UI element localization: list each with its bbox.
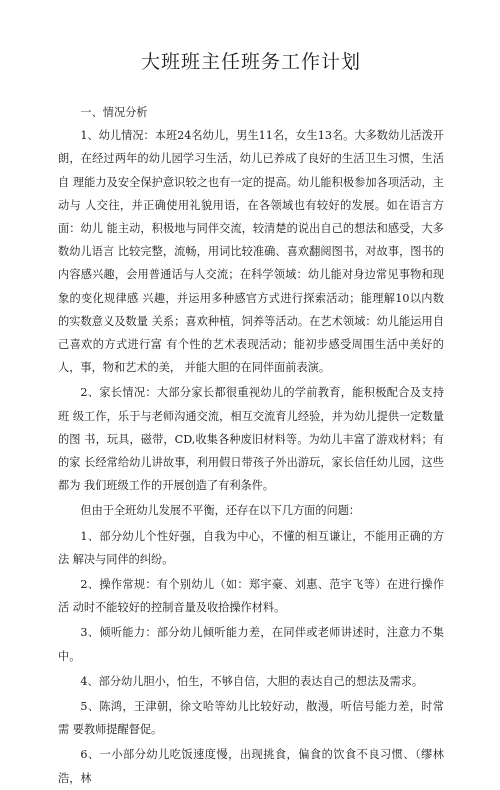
paragraph-parents-situation: 2、家长情况：大部分家长都很重视幼儿的学前教育，能积极配合及支持班 级工作，乐于与老师沟通交流，相互交流育儿经验，并为幼儿提供一定数量的图 书，玩具，磁带，CD,收集各种废旧材料等。为幼儿丰富了游戏材料；有的家 长经常给幼儿讲故事，利用假日带孩子外出游玩，家长信任幼儿园，这些都为 我们班级工作的开展创造了有利条件。 xyxy=(58,386,444,493)
paragraph-problem-1: 1、部分幼儿个性好强，自我为中心，不懂的相互谦让，不能用正确的方法 解决与同伴的纠纷。 xyxy=(58,529,444,566)
section-heading: 一、情况分析 xyxy=(80,106,148,119)
paragraph-children-situation: 1、幼儿情况：本班24名幼儿，男生11名，女生13名。大多数幼儿活泼开 朗，在经过两年的幼儿园学习生活，幼儿已养成了良好的生活卫生习惯，生活自 理能力及安全保护意识较之也有一定的提高。幼儿能积极参加各项活动，主动与 人交往，并正确使用礼貌用语，在各领域也有较好的发展。如在语言方面：幼儿 能主动，积极地与同伴交流，较清楚的说出自己的想法和感受，大多数幼儿语言 比较完整，流畅，用词比较准确、喜欢翻阅图书，对故事，图书的内容感兴趣，会用普通话与人交流；在科学领域：幼儿能对身边常见事物和现象的变化规律感 兴趣，并运用多种感官方式进行探索活动；能理解10以内数的实数意义及数量 关系；喜欢种植，饲养等活动。在艺术领域：幼儿能运用自己喜欢的方式进行富 有个性的艺术表现活动；能初步感受周围生活中美好的人，事，物和艺术的美， 并能大胆的在同伴面前表演。 xyxy=(58,129,444,375)
document-body xyxy=(58,101,444,790)
paragraph-problem-3: 3、倾听能力：部分幼儿倾听能力差，在同伴或老师讲述时，注意力不集中。 xyxy=(58,626,444,663)
paragraph-problem-4: 4、部分幼儿胆小，怕生，不够自信，大胆的表达自己的想法及需求。 xyxy=(80,674,424,688)
document-title: 大班班主任班务工作计划 xyxy=(140,51,361,73)
paragraph-problem-5: 5、陈鸿，王津朝，徐文哈等幼儿比较好动，散漫，听信号能力差，时常需 要教师提醒督促。 xyxy=(58,700,444,737)
paragraph-problem-6: 6、一小部分幼儿吃饭速度慢，出现挑食，偏食的饮食不良习惯、（缪林浩，林 xyxy=(58,748,444,785)
paragraph-problem-2: 2、操作常规：有个别幼儿（如：郑宇豪、刘惠、范宇飞等）在进行操作活 动时不能较好的控制音量及收拾操作材料。 xyxy=(58,578,444,615)
paragraph-problems-intro: 但由于全班幼儿发展不平衡，还存在以下几方面的问题： xyxy=(80,504,361,518)
